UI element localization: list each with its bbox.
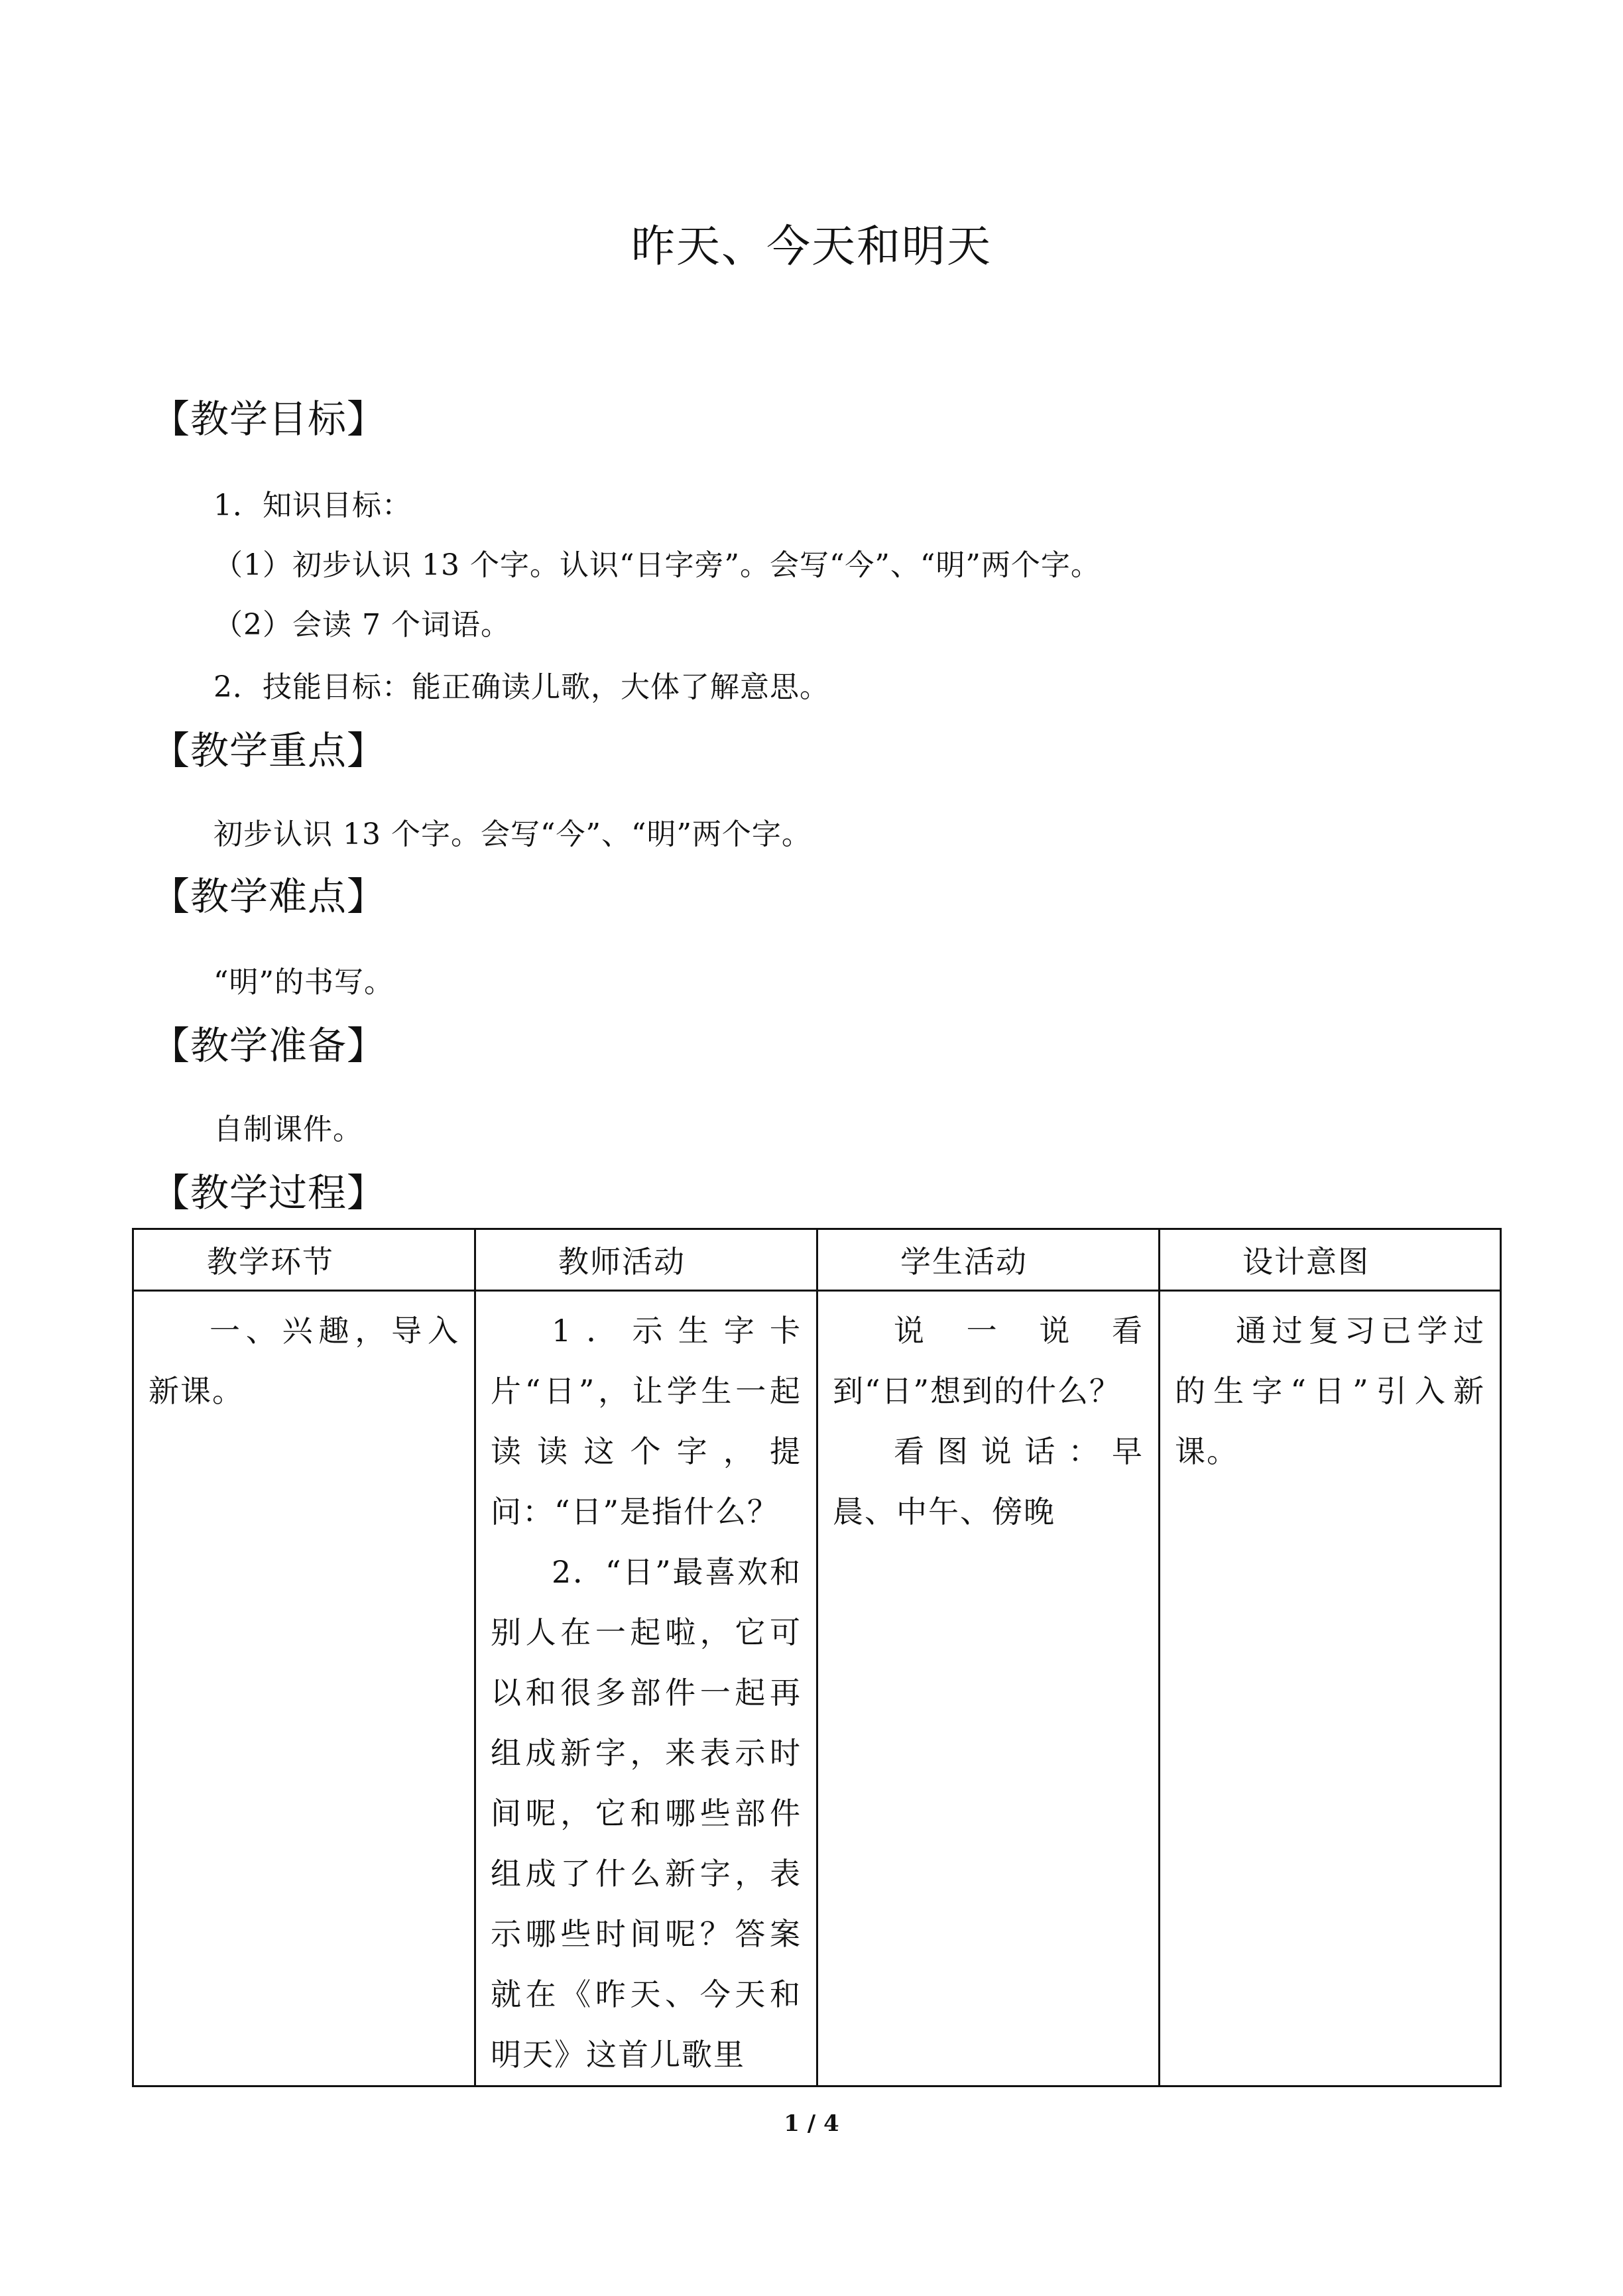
page-number: 1 / 4 (784, 2110, 839, 2137)
teacher-paragraph-1: 1．示生字卡片“日”，让学生一起读读这个字，提问：“日”是指什么？ (491, 1313, 802, 1530)
section-heading-difficulties: 【教学难点】 (151, 874, 387, 919)
objective-line-3: （2）会读 7 个词语。 (213, 608, 511, 642)
section-heading-preparation: 【教学准备】 (151, 1023, 387, 1068)
cell-teacher (475, 1291, 817, 2086)
section-heading-process: 【教学过程】 (151, 1170, 387, 1215)
teacher-paragraph-2: 2．“日”最喜欢和别人在一起啦，它可以和很多部件一起再组成新字，来表示时间呢，它和哪些部件组成了什么新字，表示哪些时间呢？答案就在《昨天、今天和明天》这首儿歌里 (491, 1554, 802, 2073)
table-header-row (133, 1229, 1501, 1291)
cell-student (817, 1291, 1160, 2086)
key-points-text: 初步认识 13 个字。会写“今”、“明”两个字。 (213, 817, 812, 851)
table-row (133, 1291, 1501, 2086)
stage-text: 一、兴趣，导入新课。 (149, 1313, 459, 1409)
objective-line-4: 2．技能目标：能正确读儿歌，大体了解意思。 (213, 670, 829, 704)
header-student: 学生活动 (817, 1229, 1160, 1291)
section-heading-objectives: 【教学目标】 (151, 396, 387, 442)
difficulties-text: “明”的书写。 (213, 965, 394, 999)
process-table (132, 1228, 1502, 2087)
preparation-text: 自制课件。 (213, 1113, 363, 1146)
cell-stage (133, 1291, 475, 2086)
header-stage: 教学环节 (133, 1229, 475, 1291)
student-paragraph-2: 看图说话：早晨、中午、傍晚 (833, 1433, 1144, 1530)
cell-intent (1160, 1291, 1501, 2086)
document-title: 昨天、今天和明天 (631, 221, 992, 272)
objective-line-1: 1．知识目标： (213, 489, 412, 522)
header-teacher: 教师活动 (475, 1229, 817, 1291)
intent-text: 通过复习已学过的生字“日”引入新课。 (1175, 1313, 1485, 1469)
header-intent: 设计意图 (1160, 1229, 1501, 1291)
student-paragraph-1: 说一说看到“日”想到的什么？ (833, 1313, 1144, 1409)
objective-line-2: （1）初步认识 13 个字。认识“日字旁”。会写“今”、“明”两个字。 (213, 548, 1101, 582)
section-heading-key-points: 【教学重点】 (151, 728, 387, 773)
